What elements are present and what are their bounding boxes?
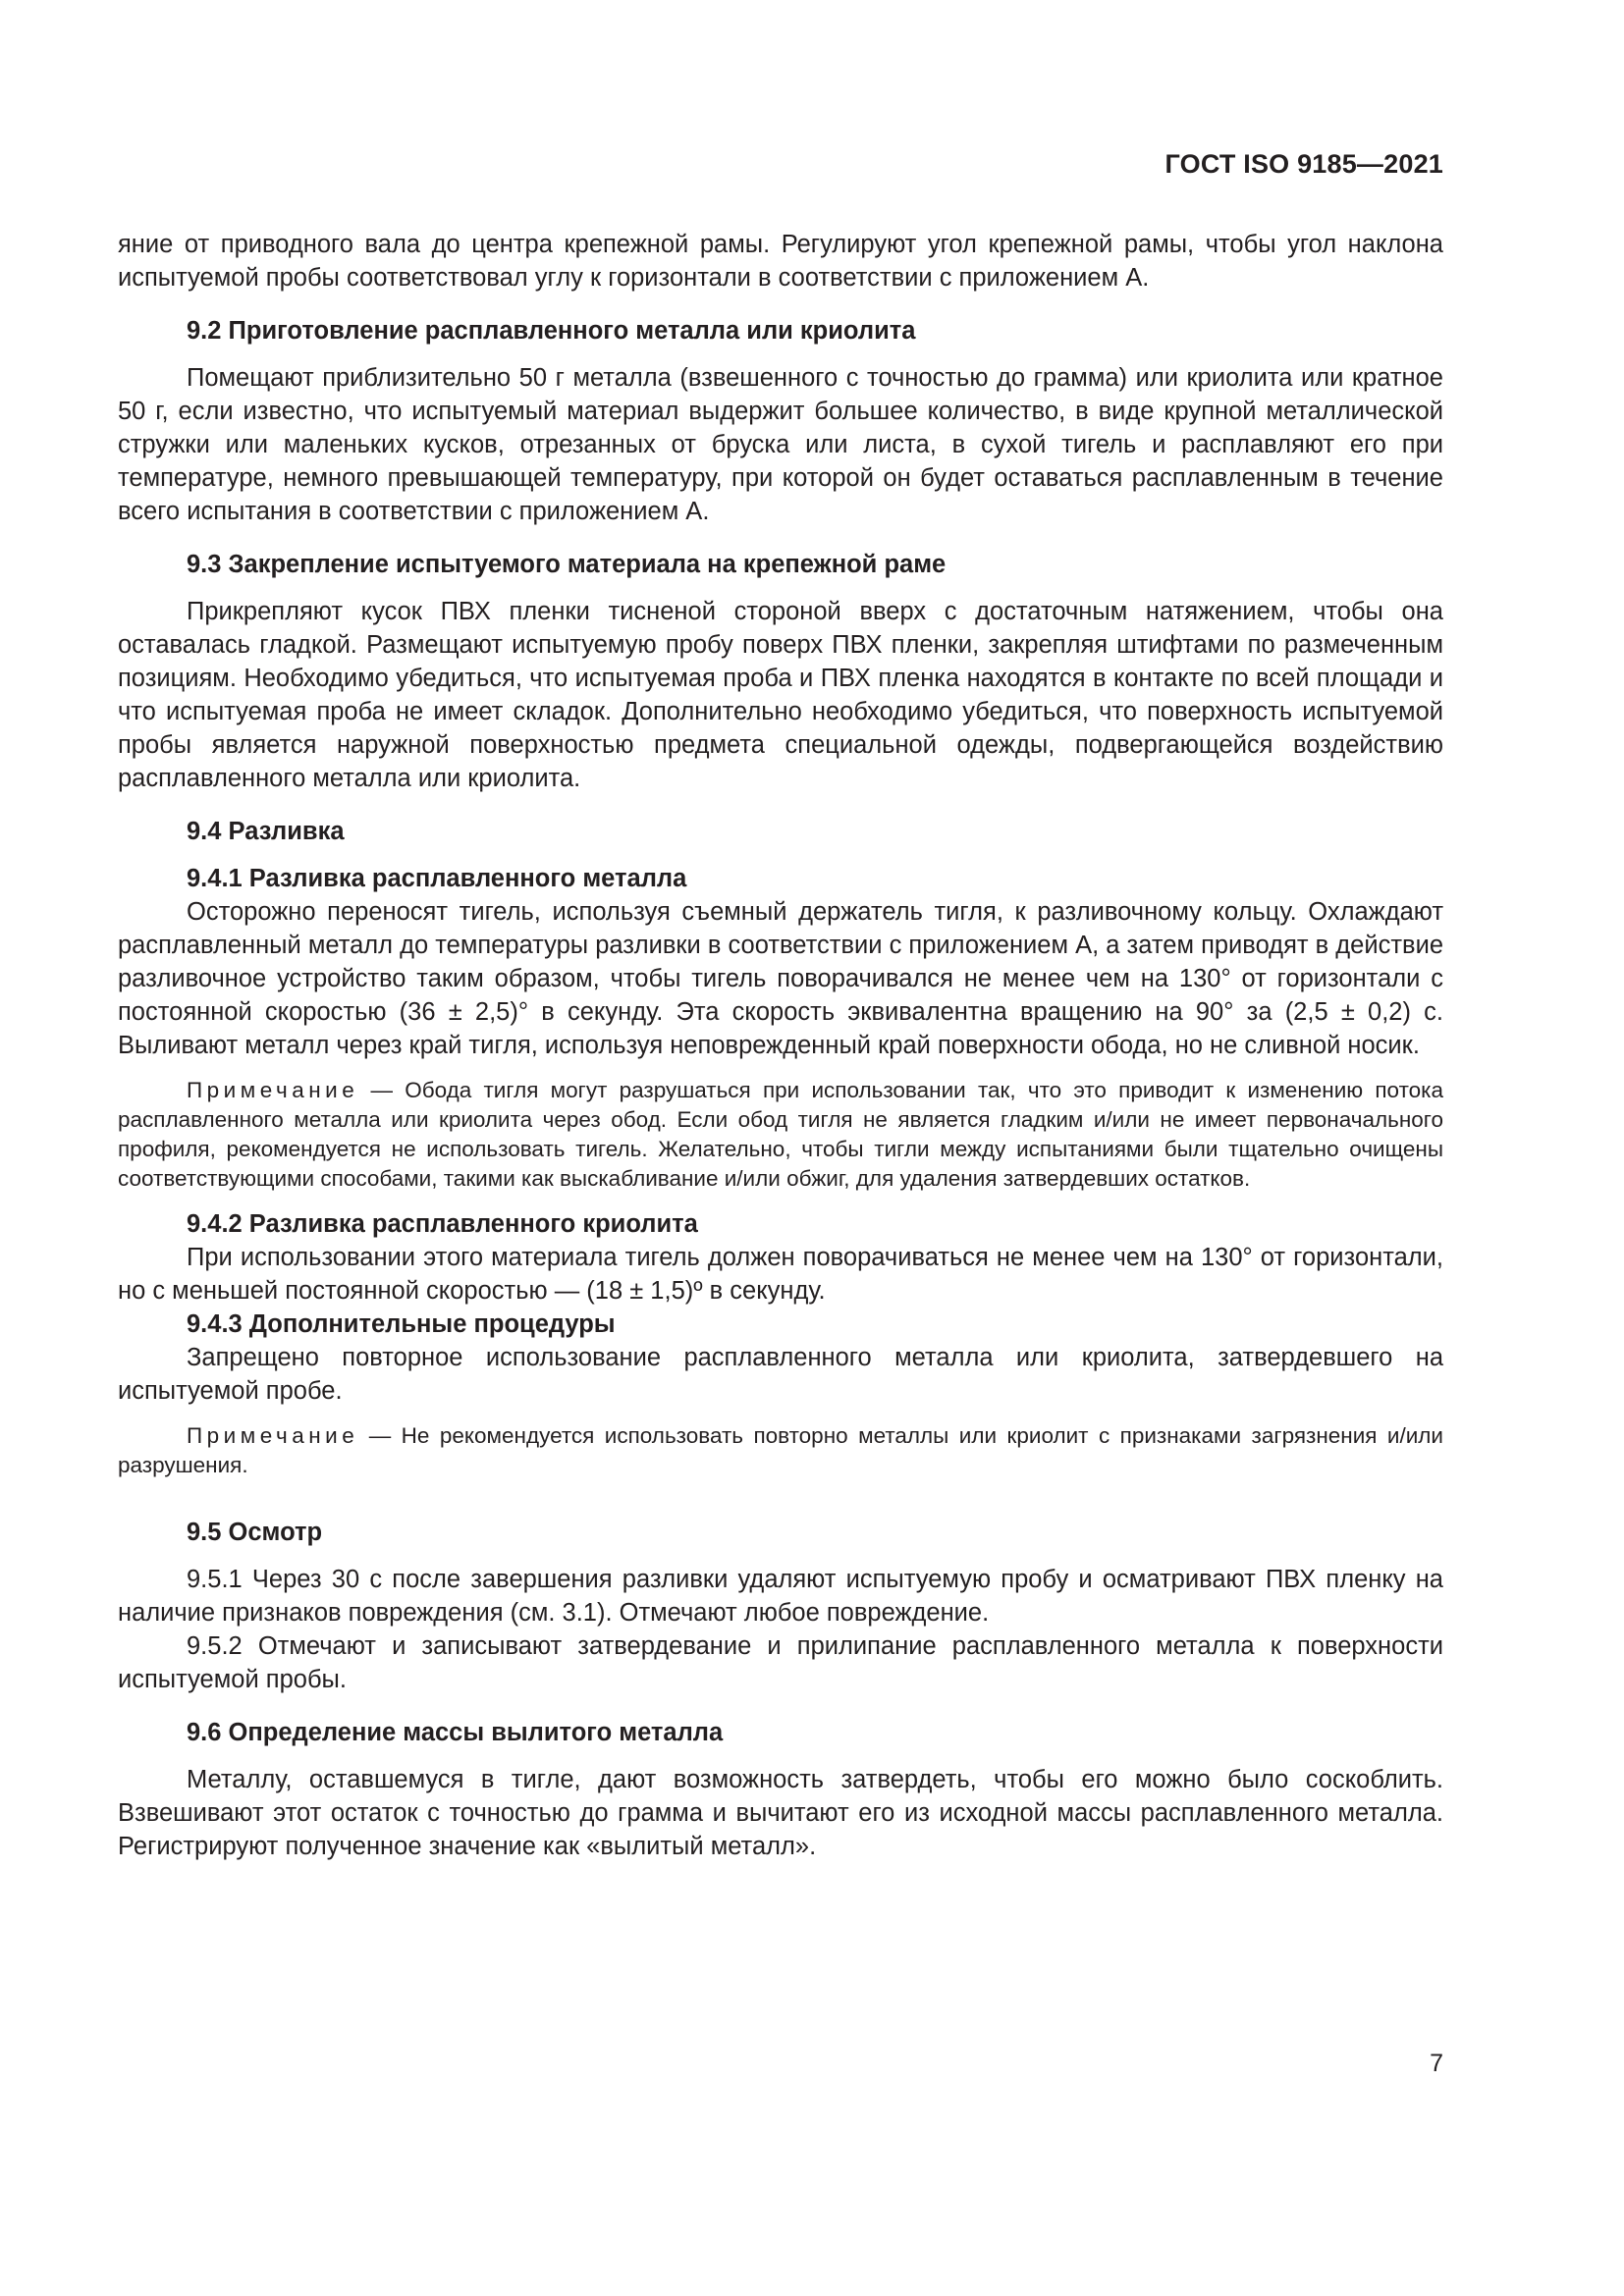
paragraph: Металлу, оставшемуся в тигле, дают возможность затвердеть, чтобы его можно было соскоблить. Взвешивают этот остаток с точностью до грамма и вычитают его из исходной массы расплавленного металла. Регистрируют полученное значение как «вылитый металл».: [118, 1766, 1443, 1860]
section-heading-9-4-3: 9.4.3 Дополнительные процедуры: [187, 1310, 616, 1338]
paragraph: 9.5.2 Отмечают и записывают затвердевание и прилипание расплавленного металла к поверхности испытуемой пробы.: [118, 1632, 1443, 1693]
note-label: Примечание: [187, 1078, 359, 1102]
note-label: Примечание: [187, 1423, 359, 1448]
paragraph: Прикрепляют кусок ПВХ пленки тисненой стороной вверх с достаточным натяжением, чтобы она оставалась гладкой. Размещают испытуемую пробу поверх ПВХ пленки, закрепляя штифтами по размеченным позициям. Необходимо убедиться, что испытуемая проба и ПВХ пленка находятся в контакте по всей площади и что испытуемая проба не имеет складок. Дополнительно необходимо убедиться, что поверхность испытуемой пробы является наружной поверхностью предмета специальной одежды, подвергающейся воздействию расплавленного металла или криолита.: [118, 598, 1443, 792]
section-heading-9-4: 9.4 Разливка: [187, 818, 345, 845]
note-text: — Обода тигля могут разрушаться при использовании так, что это приводит к изменению потока расплавленного металла или криолита через обод. Если обод тигля не является гладким и/или не имеет первоначального профиля, рекомендуется не использовать тигель. Желательно, чтобы тигли между испытаниями были тщательно очищены соответствующими способами, такими как выскабливание и/или обжиг, для удаления затвердевших остатков.: [118, 1078, 1443, 1191]
section-heading-9-4-1: 9.4.1 Разливка расплавленного металла: [187, 865, 687, 892]
paragraph: 9.5.1 Через 30 с после завершения разливки удаляют испытуемую пробу и осматривают ПВХ пленку на наличие признаков повреждения (см. 3.1). Отмечают любое повреждение.: [118, 1566, 1443, 1627]
note-text: — Не рекомендуется использовать повторно металлы или криолит с признаками загрязнения и/или разрушения.: [118, 1423, 1443, 1477]
note: [118, 1421, 1443, 1480]
note: [118, 1076, 1443, 1194]
section-heading-9-6: 9.6 Определение массы вылитого металла: [187, 1719, 724, 1746]
document-code-header: ГОСТ ISO 9185—2021: [1164, 149, 1443, 179]
document-body: [118, 228, 1443, 1863]
page-number: 7: [1430, 2050, 1443, 2077]
paragraph: Запрещено повторное использование расплавленного металла или криолита, затвердевшего на испытуемой пробе.: [118, 1344, 1443, 1405]
paragraph: При использовании этого материала тигель должен поворачиваться не менее чем на 130° от горизонтали, но с меньшей постоянной скоростью — (18 ± 1,5)º в секунду.: [118, 1244, 1443, 1305]
paragraph: яние от приводного вала до центра крепежной рамы. Регулируют угол крепежной рамы, чтобы угол наклона испытуемой пробы соответствовал углу к горизонтали в соответствии с приложением А.: [118, 231, 1443, 292]
paragraph: Помещают приблизительно 50 г металла (взвешенного с точностью до грамма) или криолита или кратное 50 г, если известно, что испытуемый материал выдержит большее количество, в виде крупной металлической стружки или маленьких кусков, отрезанных от бруска или листа, в сухой тигель и расплавляют его при температуре, немного превышающей температуру, при которой он будет оставаться расплавленным в течение всего испытания в соответствии с приложением А.: [118, 364, 1443, 525]
paragraph: Осторожно переносят тигель, используя съемный держатель тигля, к разливочному кольцу. Охлаждают расплавленный металл до температуры разливки в соответствии с приложением А, а затем приводят в действие разливочное устройство таким образом, чтобы тигель поворачивался не менее чем на 130° от горизонтали с постоянной скоростью (36 ± 2,5)° в секунду. Эта скорость эквивалентна вращению на 90° за (2,5 ± 0,2) с. Выливают металл через край тигля, используя неповрежденный край поверхности обода, но не сливной носик.: [118, 898, 1443, 1059]
section-heading-9-4-2: 9.4.2 Разливка расплавленного криолита: [187, 1210, 698, 1238]
section-heading-9-3: 9.3 Закрепление испытуемого материала на крепежной раме: [187, 551, 947, 578]
section-heading-9-2: 9.2 Приготовление расплавленного металла или криолита: [187, 317, 916, 345]
section-heading-9-5: 9.5 Осмотр: [187, 1519, 323, 1546]
